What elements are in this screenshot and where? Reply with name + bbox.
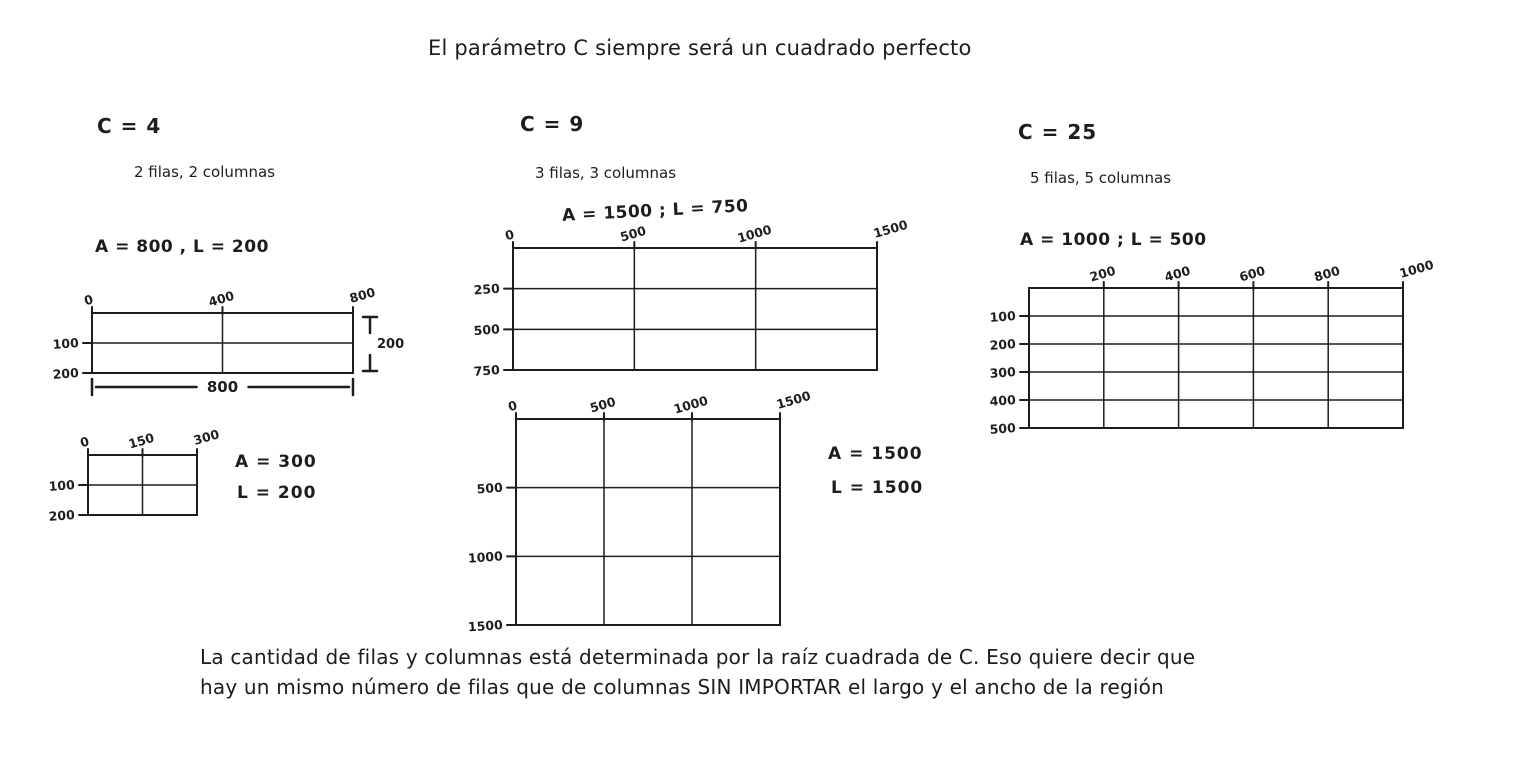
section-c9-dims: 3 filas, 3 columnas	[535, 164, 677, 182]
x-tick-label: 1000	[1397, 256, 1436, 281]
x-tick-label: 800	[347, 284, 377, 306]
x-tick-label: 600	[1237, 262, 1267, 285]
y-tick-label: 1000	[467, 548, 504, 566]
grid-c4-main	[52, 284, 404, 396]
x-tick-label: 0	[503, 226, 516, 244]
height-brace-label: 200	[377, 337, 405, 352]
x-tick-label: 400	[206, 287, 236, 310]
y-tick-label: 400	[989, 392, 1017, 409]
y-tick-label: 750	[473, 362, 501, 379]
x-tick-label: 1500	[871, 216, 910, 241]
grid-c25	[989, 257, 1435, 437]
y-tick-label: 500	[476, 479, 504, 497]
section-c9-params: A = 1500 ; L = 750	[561, 196, 749, 226]
annotation-area-square-grid: A = 1500	[828, 444, 923, 464]
y-tick-label: 500	[473, 321, 501, 339]
x-tick-label: 1500	[774, 387, 813, 412]
grid-border	[513, 248, 877, 370]
x-tick-label: 0	[506, 397, 519, 415]
x-tick-label: 0	[82, 291, 95, 309]
x-tick-label: 150	[126, 429, 156, 452]
y-tick-label: 300	[989, 364, 1017, 381]
y-tick-label: 250	[473, 280, 501, 298]
section-c4-params: A = 800 , L = 200	[95, 237, 269, 257]
section-c4-dims: 2 filas, 2 columnas	[134, 163, 276, 181]
x-tick-label: 1000	[671, 392, 710, 417]
y-tick-label: 200	[52, 365, 80, 382]
y-tick-label: 500	[989, 420, 1017, 437]
grid-border	[1029, 288, 1403, 428]
section-c25-dims: 5 filas, 5 columnas	[1030, 169, 1172, 187]
grid-c9-wide	[473, 217, 909, 379]
grid-border	[516, 419, 780, 625]
footer-line-1: La cantidad de filas y columnas está determinada por la raíz cuadrada de C. Eso quiere decir que	[200, 645, 1196, 669]
x-tick-label: 0	[78, 433, 91, 451]
annotation-length-small-grid: L = 200	[237, 483, 317, 503]
y-tick-label: 100	[52, 335, 80, 352]
x-tick-label: 500	[588, 393, 618, 416]
y-tick-label: 200	[989, 336, 1017, 353]
y-tick-label: 100	[48, 477, 76, 494]
x-tick-label: 400	[1162, 262, 1192, 285]
y-tick-label: 100	[989, 308, 1017, 325]
width-brace-label: 800	[206, 378, 239, 396]
annotation-length-square-grid: L = 1500	[831, 478, 924, 498]
x-tick-label: 200	[1087, 262, 1118, 285]
x-tick-label: 500	[618, 222, 648, 245]
section-c25-label: C = 25	[1018, 120, 1098, 144]
y-tick-label: 1500	[467, 617, 504, 635]
section-c25-params: A = 1000 ; L = 500	[1020, 230, 1207, 250]
x-tick-label: 800	[1312, 262, 1342, 285]
page-title: El parámetro C siempre será un cuadrado perfecto	[428, 36, 972, 60]
annotation-area-small-grid: A = 300	[235, 452, 317, 472]
section-c9-label: C = 9	[520, 112, 585, 136]
x-tick-label: 300	[191, 426, 221, 448]
grid-c9-square	[467, 388, 812, 635]
x-tick-label: 1000	[735, 221, 774, 246]
section-c4-label: C = 4	[97, 114, 162, 138]
grid-c4-small	[48, 426, 221, 524]
footer-line-2: hay un mismo número de filas que de columnas SIN IMPORTAR el largo y el ancho de la región	[200, 675, 1164, 699]
y-tick-label: 200	[48, 507, 76, 524]
